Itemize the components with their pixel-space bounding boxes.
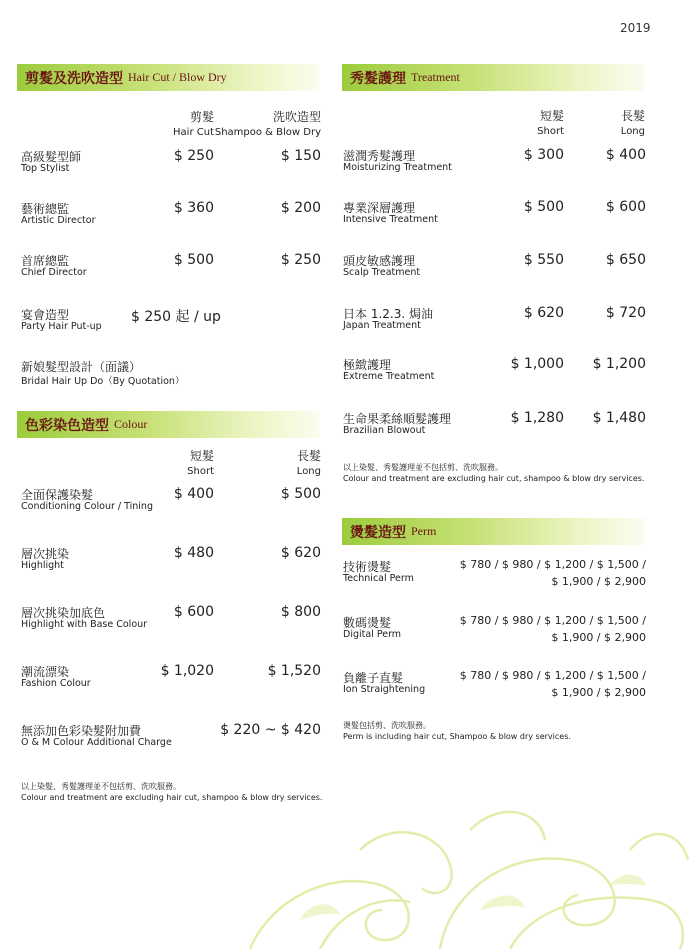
price-long: $ 800: [280, 604, 321, 620]
year-label: 2019: [620, 21, 651, 35]
price-short: $ 620: [523, 305, 564, 321]
colour-section-header: [17, 411, 320, 438]
note-zh: 以上染髮、秀髮護理並不包括剪、洗吹服務。: [343, 463, 503, 472]
price-blowdry: $ 200: [280, 200, 321, 216]
price-line: $ 1,900 / $ 2,900: [551, 631, 646, 644]
price-blowdry: $ 250: [280, 252, 321, 268]
col-label-zh: 洗吹造型: [272, 110, 321, 124]
col-label-zh: 剪髮: [189, 110, 214, 124]
service-name-en: Moisturizing Treatment: [343, 162, 452, 173]
treatment-title-en: Treatment: [411, 70, 460, 84]
price-short: $ 500: [523, 199, 564, 215]
haircut-title-en: Hair Cut / Blow Dry: [128, 70, 227, 84]
haircut-title-zh: 剪髮及洗吹造型: [25, 70, 123, 87]
service-name-en: Bridal Hair Up Do（By Quotation）: [21, 376, 185, 387]
service-name-en: Highlight with Base Colour: [21, 619, 148, 630]
price-short: $ 550: [523, 252, 564, 268]
service-name-zh: 數碼燙髮: [343, 616, 392, 630]
treatment-section-header: [342, 64, 645, 91]
price-blowdry: $ 150: [280, 148, 321, 164]
price-long: $ 1,200: [592, 356, 646, 372]
col-label-en: Long: [296, 466, 321, 477]
service-name-en: Brazilian Blowout: [343, 425, 426, 436]
service-name-en: Fashion Colour: [21, 678, 91, 689]
price-long: $ 650: [605, 252, 646, 268]
service-name-en: Japan Treatment: [343, 320, 421, 331]
price-short: $ 1,280: [510, 410, 564, 426]
note-en: Colour and treatment are excluding hair cut, shampoo & blow dry services.: [21, 793, 323, 802]
service-name-en: Conditioning Colour / Tining: [21, 501, 153, 512]
price-long: $ 620: [280, 545, 321, 561]
service-name-zh: 頭皮敏感護理: [343, 254, 416, 268]
note-en: Perm is including hair cut, Shampoo & blow dry services.: [343, 732, 571, 741]
price-long: $ 1,520: [267, 663, 321, 679]
price-line: $ 780 / $ 980 / $ 1,200 / $ 1,500 /: [459, 669, 646, 682]
price-short: $ 480: [173, 545, 214, 561]
service-name-zh: 潮流漂染: [21, 665, 70, 679]
col-label-en: Short: [537, 126, 564, 137]
service-name-zh: 首席總監: [21, 254, 70, 268]
price-line: $ 780 / $ 980 / $ 1,200 / $ 1,500 /: [459, 558, 646, 571]
service-name-en: Technical Perm: [343, 573, 414, 584]
service-name-zh: 技術燙髮: [343, 560, 392, 574]
service-name-zh: 高級髮型師: [21, 150, 82, 164]
price-line: $ 1,900 / $ 2,900: [551, 686, 646, 699]
service-name-zh: 生命果柔絲順髮護理: [343, 412, 452, 426]
service-name-zh: 層次挑染加底色: [21, 606, 106, 620]
service-name-en: Intensive Treatment: [343, 214, 438, 225]
service-name-zh: 日本 1.2.3. 焗油: [343, 307, 433, 321]
perm-title-en: Perm: [411, 524, 437, 538]
service-name-en: Scalp Treatment: [343, 267, 421, 278]
note-zh: 燙髮包括剪、洗吹服務。: [343, 721, 431, 730]
price-long: $ 720: [605, 305, 646, 321]
haircut-section-header: [17, 64, 320, 91]
colour-title-zh: 色彩染色造型: [25, 417, 109, 434]
price-long: $ 600: [605, 199, 646, 215]
service-name-en: O & M Colour Additional Charge: [21, 737, 172, 748]
service-name-zh: 專業深層護理: [343, 201, 416, 215]
haircut-col2-header: [215, 110, 321, 140]
price-range: $ 220 ~ $ 420: [220, 722, 321, 738]
col-label-en: Long: [620, 126, 645, 137]
price-short: $ 1,020: [160, 663, 214, 679]
swirl-decoration: [210, 790, 690, 949]
treatment-footnote: [343, 462, 644, 484]
price-haircut: $ 250: [173, 148, 214, 164]
price-haircut: $ 360: [173, 200, 214, 216]
service-name-zh: 宴會造型: [21, 308, 70, 322]
perm-footnote: [343, 720, 571, 742]
service-name-en: Ion Straightening: [343, 684, 426, 695]
price-line: $ 780 / $ 980 / $ 1,200 / $ 1,500 /: [459, 614, 646, 627]
service-name-zh: 全面保護染髮: [21, 488, 94, 502]
colour-col2-header: [297, 449, 321, 479]
haircut-col1-header: [173, 110, 214, 140]
price-short: $ 400: [173, 486, 214, 502]
perm-price-list: [460, 556, 646, 590]
service-name-zh: 負離子直髮: [343, 671, 404, 685]
colour-title-en: Colour: [114, 417, 148, 431]
price-long: $ 400: [605, 147, 646, 163]
service-name-zh: 無添加色彩染髮附加費: [21, 724, 142, 738]
colour-col1-header: [187, 449, 214, 479]
service-name-zh: 層次挑染: [21, 547, 70, 561]
perm-price-list: [460, 612, 646, 646]
service-name-zh: 藝術總監: [21, 202, 70, 216]
service-name-zh: 新娘髮型設計（面議）: [21, 360, 142, 374]
note-zh: 以上染髮、秀髮護理並不包括剪、洗吹服務。: [21, 782, 181, 791]
treatment-col1-header: [537, 109, 564, 139]
col-label-zh: 短髮: [189, 449, 214, 463]
service-name-zh: 滋潤秀髮護理: [343, 149, 416, 163]
treatment-title-zh: 秀髮護理: [350, 70, 406, 87]
col-label-en: Short: [187, 466, 214, 477]
price-short: $ 1,000: [510, 356, 564, 372]
col-label-zh: 長髮: [296, 449, 321, 463]
price-short: $ 600: [173, 604, 214, 620]
service-name-en: Artistic Director: [21, 215, 96, 226]
service-name-en: Chief Director: [21, 267, 87, 278]
price-haircut: $ 500: [173, 252, 214, 268]
service-name-en: Top Stylist: [21, 163, 70, 174]
col-label-en: Hair Cut: [173, 127, 214, 138]
col-label-en: Shampoo & Blow Dry: [214, 127, 321, 138]
price-party: $ 250 起 / up: [131, 309, 221, 325]
treatment-col2-header: [621, 109, 645, 139]
col-label-zh: 短髮: [539, 109, 564, 123]
perm-title-zh: 燙髮造型: [350, 524, 406, 541]
perm-price-list: [460, 667, 646, 701]
service-name-zh: 極緻護理: [343, 358, 392, 372]
price-short: $ 300: [523, 147, 564, 163]
note-en: Colour and treatment are excluding hair cut, shampoo & blow dry services.: [343, 474, 645, 483]
service-name-en: Highlight: [21, 560, 64, 571]
perm-section-header: [342, 518, 645, 545]
service-name-en: Party Hair Put-up: [21, 321, 102, 332]
price-long: $ 500: [280, 486, 321, 502]
col-label-zh: 長髮: [620, 109, 645, 123]
service-name-en: Digital Perm: [343, 629, 402, 640]
price-long: $ 1,480: [592, 410, 646, 426]
price-line: $ 1,900 / $ 2,900: [551, 575, 646, 588]
service-name-en: Extreme Treatment: [343, 371, 435, 382]
